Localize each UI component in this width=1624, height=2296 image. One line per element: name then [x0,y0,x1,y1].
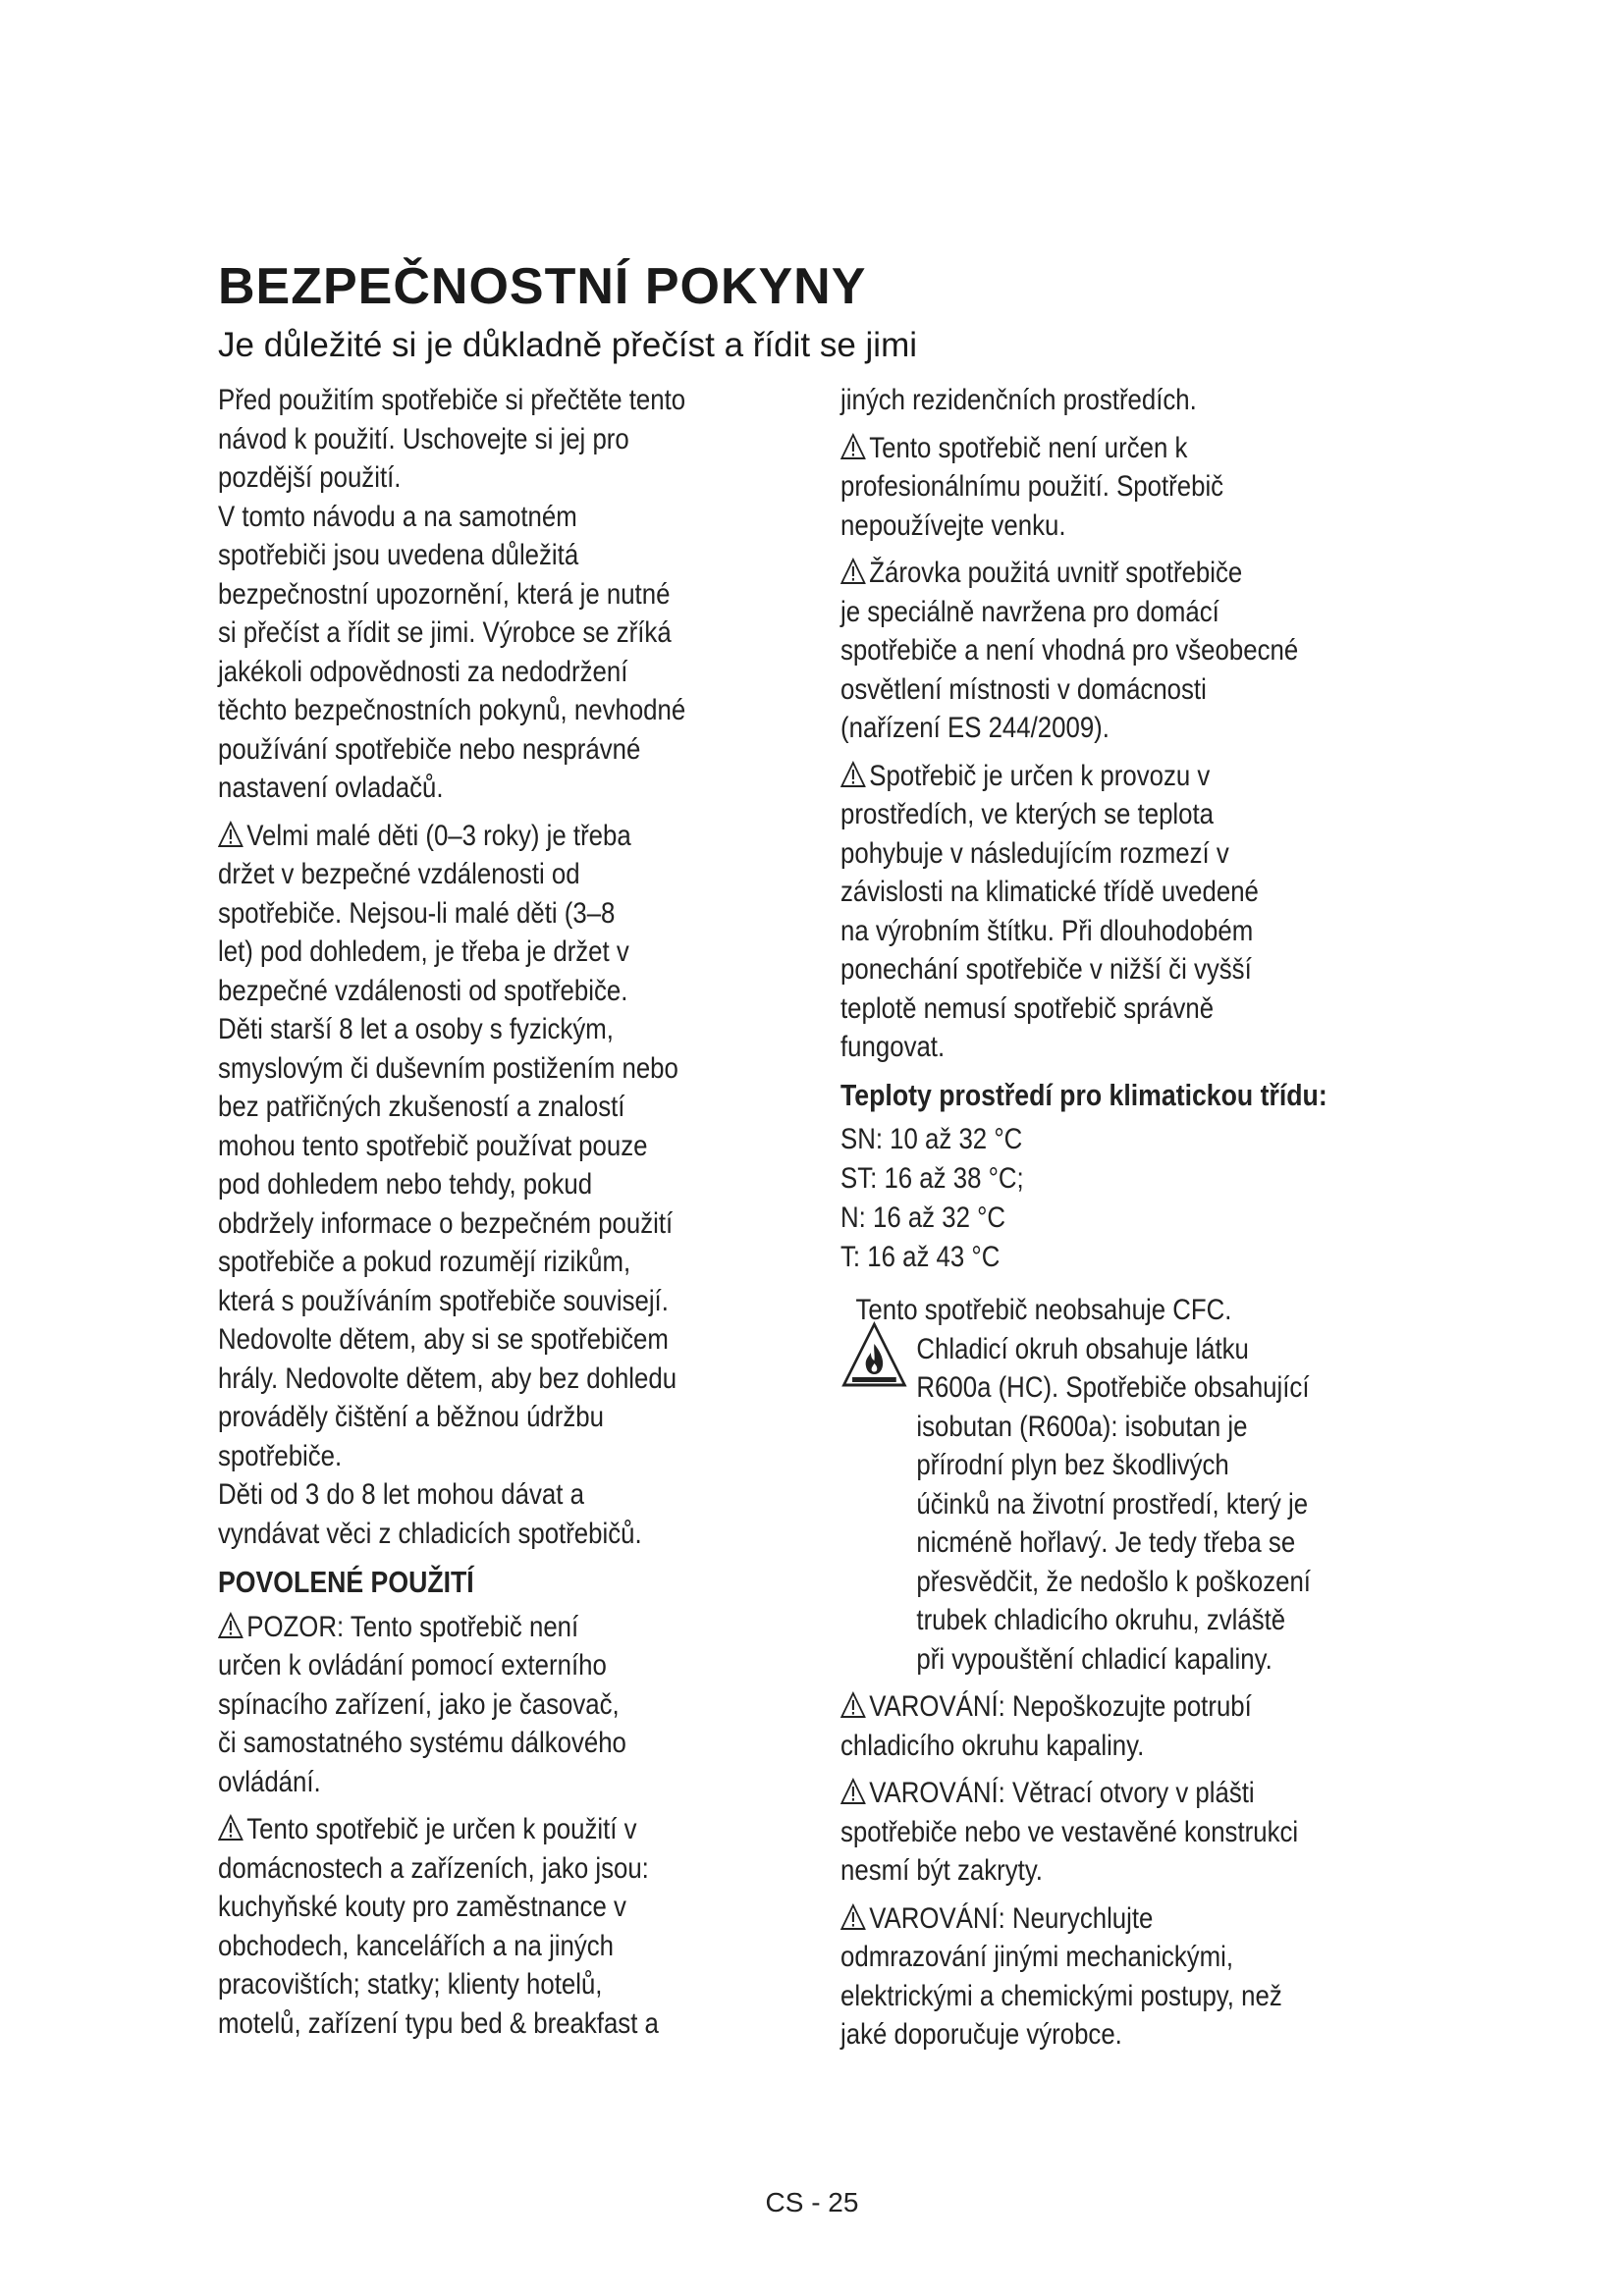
warning-triangle-icon [218,821,244,848]
text-line [840,1899,1432,1939]
text-line: fungovat. [840,1031,946,1063]
warning-pipes-paragraph [840,1687,1432,1765]
text-line: bez patřičných zkušeností a znalostí [218,1091,625,1123]
warning-triangle-icon [840,1691,866,1719]
text-line: jakékoli odpovědnosti za nedodržení [218,655,628,688]
warning-triangle-icon [840,558,866,585]
warning-defrost-paragraph [840,1899,1432,2055]
text-line: trubek chladicího okruhu, zvláště [916,1604,1286,1636]
text-line: pracovištích; statky; klienty hotelů, [218,1968,603,2001]
children-safety-paragraph [218,817,809,1554]
text-span: Tento spotřebič je určen k použití v [246,1813,637,1845]
text-line: Před použitím spotřebiče si přečtěte tento [218,384,686,416]
text-line: ovládání. [218,1765,321,1798]
text-line: osvětlení místnosti v domácnosti [840,672,1207,706]
text-line: pozdější použití. [218,461,402,494]
text-span: Spotřebič je určen k provozu v [869,759,1211,792]
intro-paragraph [218,381,809,808]
text-line: Nedovolte dětem, aby si se spotřebičem [218,1323,669,1356]
text-span: POZOR: Tento spotřebič není [246,1610,579,1643]
environment-paragraph [840,757,1432,1067]
climate-class-item: N: 16 až 32 °C [840,1201,1006,1234]
text-line: prostředích, ve kterých se teplota [840,798,1215,830]
text-line: V tomto návodu a na samotném [218,500,577,533]
text-line: (nařízení ES 244/2009). [840,712,1110,744]
warning-triangle-icon [840,761,866,788]
text-line: přesvědčit, že nedošlo k poškození [916,1565,1311,1598]
flammable-warning-icon [840,1320,908,1389]
text-line: používání spotřebiče nebo nesprávné [218,732,641,766]
text-line: isobutan (R600a): isobutan je [916,1410,1248,1443]
text-line: Chladicí okruh obsahuje látku [916,1332,1249,1365]
text-line: nepoužívejte venku. [840,508,1066,542]
text-line [840,554,1432,593]
text-line: profesionálnímu použití. Spotřebič [840,470,1224,503]
text-span: Žárovka použitá uvnitř spotřebiče [869,557,1243,589]
text-line: elektrickými a chemickými postupy, než [840,1979,1282,2012]
text-line: teplotě nemusí spotřebič správně [840,991,1215,1025]
right-column [840,381,1432,2055]
climate-class-item: T: 16 až 43 °C [840,1241,1001,1273]
text-line [840,1774,1432,1813]
text-span: VAROVÁNÍ: Neurychlujte [869,1901,1154,1935]
climate-class-item: SN: 10 až 32 °C [840,1123,1023,1155]
text-line: bezpečnostní upozornění, která je nutné [218,577,671,611]
household-paragraph [218,1810,809,2043]
text-line: obdržely informace o bezpečném použití [218,1206,674,1240]
text-line: závislosti na klimatické třídě uvedené [840,876,1259,908]
text-line: držet v bezpečné vzdálenosti od [218,858,580,890]
text-line: R600a (HC). Spotřebiče obsahující [916,1371,1310,1404]
text-line: nesmí být zakryty. [840,1854,1043,1887]
text-line: bezpečné vzdálenosti od spotřebiče. [218,974,628,1007]
professional-paragraph [840,429,1432,546]
text-line: těchto bezpečnostních pokynů, nevhodné [218,694,686,726]
text-line: kuchyňské kouty pro zaměstnance v [218,1891,626,1923]
text-line [840,1687,1432,1727]
text-line: domácnostech a zařízeních, jako jsou: [218,1851,649,1885]
text-line: která s používáním spotřebiče souvisejí. [218,1284,669,1317]
warning-triangle-icon [840,1778,866,1805]
warning-triangle-icon [840,1903,866,1931]
text-span: VAROVÁNÍ: Větrací otvory v plášti [869,1777,1255,1809]
text-line: spínacího zařízení, jako je časovač, [218,1687,620,1721]
text-line: odmrazování jinými mechanickými, [840,1941,1234,1973]
text-span: Tento spotřebič není určen k [869,431,1188,464]
warning-vents-paragraph [840,1774,1432,1891]
text-line: prováděly čištění a běžnou údržbu [218,1401,604,1433]
text-span: Velmi malé děti (0–3 roky) je třeba [246,819,631,852]
climate-heading: Teploty prostředí pro klimatickou třídu: [840,1077,1327,1112]
text-line [840,757,1432,796]
text-line [840,429,1432,468]
text-line: pohybuje v následujícím rozmezí v [840,836,1229,870]
text-line: ponechání spotřebiče v nižší či vyšší [840,953,1252,986]
text-line: účinků na životní prostředí, který je [916,1487,1309,1521]
usage-heading: POVOLENÉ POUŽITÍ [218,1565,474,1599]
text-line: jaké doporučuje výrobce. [840,2018,1122,2051]
warning-triangle-icon [840,433,866,460]
left-column [218,381,809,2043]
text-line: Děti od 3 do 8 let mohou dávat a [218,1478,584,1511]
page-title: BEZPEČNOSTNÍ POKYNY [218,258,867,315]
text-line: nicméně hořlavý. Je tedy třeba se [916,1526,1296,1559]
text-line: mohou tento spotřebič používat pouze [218,1129,648,1162]
text-line: pod dohledem nebo tehdy, pokud [218,1168,593,1201]
warning-triangle-icon [218,1612,244,1639]
text-line: Tento spotřebič neobsahuje CFC. [855,1294,1232,1326]
text-line: obchodech, kancelářích a na jiných [218,1929,615,1962]
refrigerant-warning-block [840,1291,1432,1679]
text-line: hrály. Nedovolte dětem, aby bez dohledu [218,1362,677,1395]
text-line: smyslovým či duševním postižením nebo [218,1051,678,1085]
text-line: let) pod dohledem, je třeba je držet v [218,935,629,968]
text-line: určen k ovládání pomocí externího [218,1649,607,1682]
climate-class-list [840,1120,1432,1277]
text-line: spotřebiče. Nejsou-li malé děti (3–8 [218,896,616,930]
text-line: si přečíst a řídit se jimi. Výrobce se zříká [218,616,672,649]
text-line: spotřebiče. [218,1439,343,1472]
refrigerant-paragraph [840,1291,1432,1679]
text-line: přírodní plyn bez škodlivých [916,1449,1229,1481]
text-line [218,817,809,856]
text-line: při vypouštění chladicí kapaliny. [916,1642,1272,1676]
text-line: spotřebiče a pokud rozumějí rizikům, [218,1246,631,1278]
climate-class-item: ST: 16 až 38 °C; [840,1162,1024,1195]
text-line: vyndávat věci z chladicích spotřebičů. [218,1517,642,1550]
page-number: CS - 25 [765,2187,859,2217]
text-line: chladicího okruhu kapaliny. [840,1729,1145,1762]
text-line [218,1608,809,1647]
text-line: motelů, zařízení typu bed & breakfast a [218,2006,659,2040]
text-line: či samostatného systému dálkového [218,1727,626,1759]
continuation-paragraph [840,381,1432,420]
text-line: Děti starší 8 let a osoby s fyzickým, [218,1013,614,1045]
text-line: na výrobním štítku. Při dlouhodobém [840,914,1254,947]
text-line: nastavení ovladačů. [218,772,444,804]
page-subtitle: Je důležité si je důkladně přečíst a řídit se jimi [218,326,917,364]
text-line: spotřebiči jsou uvedena důležitá [218,539,579,571]
text-line: návod k použití. Uschovejte si jej pro [218,422,629,455]
caution-paragraph [218,1608,809,1802]
text-span: VAROVÁNÍ: Nepoškozujte potrubí [869,1690,1252,1723]
text-line [218,1810,809,1849]
bulb-paragraph [840,554,1432,748]
warning-triangle-icon [218,1814,244,1842]
text-line: jiných rezidenčních prostředích. [840,384,1197,416]
text-line: spotřebiče nebo ve vestavěné konstrukci [840,1815,1299,1848]
text-line: spotřebiče a není vhodná pro všeobecné [840,634,1299,667]
text-line: je speciálně navržena pro domácí [840,595,1219,628]
